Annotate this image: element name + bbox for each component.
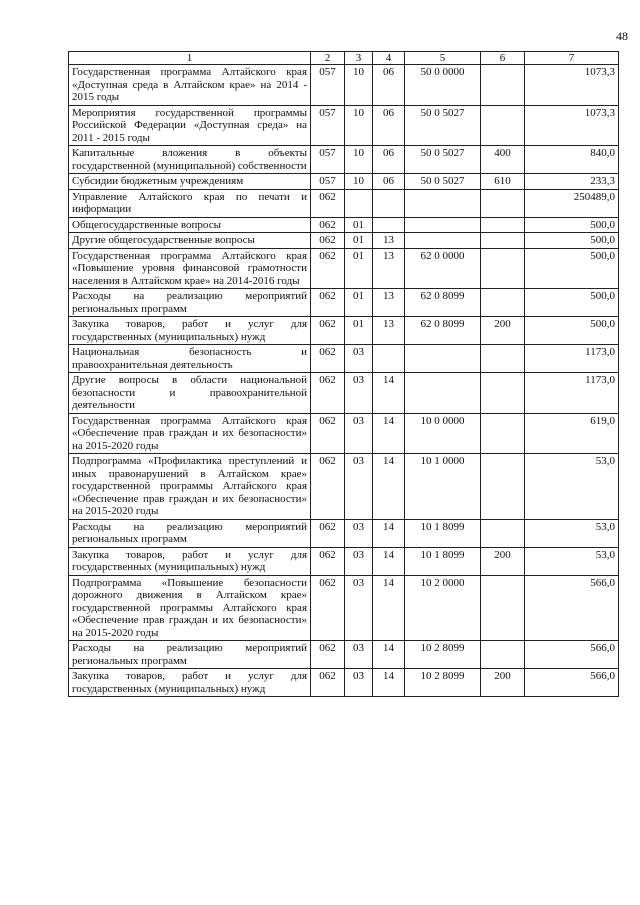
section-code: 10 <box>345 105 373 146</box>
amount: 566,0 <box>525 575 619 641</box>
section-code: 03 <box>345 519 373 547</box>
target-article <box>405 217 481 233</box>
expense-type <box>481 189 525 217</box>
expense-type <box>481 217 525 233</box>
expense-type <box>481 575 525 641</box>
subsection-code: 13 <box>373 248 405 289</box>
item-name: Капитальные вложения в объекты государственной (муниципальной) собственности <box>69 146 311 174</box>
item-name: Подпрограмма «Повышение безопасности дорожного движения в Алтайском крае» государственной программы Алтайского края «Обеспечение прав граждан и их безопасности» на 2015-2020 годы <box>69 575 311 641</box>
subsection-code: 13 <box>373 317 405 345</box>
col-section-header: 3 <box>345 52 373 65</box>
section-code: 10 <box>345 174 373 190</box>
admin-code: 062 <box>311 189 345 217</box>
table-row <box>69 575 619 641</box>
target-article: 10 2 8099 <box>405 669 481 697</box>
subsection-code: 14 <box>373 575 405 641</box>
subsection-code: 13 <box>373 289 405 317</box>
header-row <box>69 52 619 65</box>
section-code: 03 <box>345 669 373 697</box>
table-row <box>69 189 619 217</box>
amount: 233,3 <box>525 174 619 190</box>
table-body <box>69 65 619 697</box>
item-name: Расходы на реализацию мероприятий региональных программ <box>69 289 311 317</box>
expense-type: 200 <box>481 317 525 345</box>
amount: 1073,3 <box>525 105 619 146</box>
col-admin-header: 2 <box>311 52 345 65</box>
admin-code: 062 <box>311 289 345 317</box>
expense-type <box>481 454 525 520</box>
target-article: 62 0 0000 <box>405 248 481 289</box>
subsection-code: 14 <box>373 669 405 697</box>
table-row <box>69 317 619 345</box>
target-article: 10 1 8099 <box>405 519 481 547</box>
item-name: Управление Алтайского края по печати и информации <box>69 189 311 217</box>
target-article: 10 2 8099 <box>405 641 481 669</box>
item-name: Расходы на реализацию мероприятий региональных программ <box>69 641 311 669</box>
section-code: 10 <box>345 146 373 174</box>
admin-code: 062 <box>311 575 345 641</box>
section-code: 01 <box>345 317 373 345</box>
admin-code: 062 <box>311 345 345 373</box>
amount: 566,0 <box>525 669 619 697</box>
expense-type <box>481 373 525 414</box>
table-row <box>69 217 619 233</box>
section-code: 01 <box>345 233 373 249</box>
subsection-code: 14 <box>373 641 405 669</box>
item-name: Подпрограмма «Профилактика преступлений и иных правонарушений в Алтайском крае» государственной программы Алтайского края «Обеспечение прав граждан и их безопасности» на 2015-2020 годы <box>69 454 311 520</box>
table-row <box>69 519 619 547</box>
section-code: 03 <box>345 641 373 669</box>
col-subsection-header: 4 <box>373 52 405 65</box>
section-code: 03 <box>345 547 373 575</box>
admin-code: 062 <box>311 669 345 697</box>
expense-type <box>481 345 525 373</box>
item-name: Национальная безопасность и правоохранительная деятельность <box>69 345 311 373</box>
section-code <box>345 189 373 217</box>
admin-code: 062 <box>311 547 345 575</box>
item-name: Государственная программа Алтайского края «Доступная среда в Алтайском крае» на 2014 - 2015 годы <box>69 65 311 106</box>
admin-code: 062 <box>311 641 345 669</box>
target-article: 50 0 5027 <box>405 105 481 146</box>
table-row <box>69 248 619 289</box>
amount: 500,0 <box>525 217 619 233</box>
admin-code: 057 <box>311 146 345 174</box>
col-amount-header: 7 <box>525 52 619 65</box>
table-row <box>69 373 619 414</box>
target-article <box>405 373 481 414</box>
amount: 566,0 <box>525 641 619 669</box>
expense-type <box>481 248 525 289</box>
admin-code: 057 <box>311 105 345 146</box>
admin-code: 062 <box>311 233 345 249</box>
subsection-code: 14 <box>373 373 405 414</box>
item-name: Общегосударственные вопросы <box>69 217 311 233</box>
table-row <box>69 65 619 106</box>
target-article: 10 1 0000 <box>405 454 481 520</box>
item-name: Мероприятия государственной программы Российской Федерации «Доступная среда» на 2011 - 2015 годы <box>69 105 311 146</box>
expense-type <box>481 105 525 146</box>
target-article: 10 1 8099 <box>405 547 481 575</box>
admin-code: 062 <box>311 217 345 233</box>
target-article: 50 0 5027 <box>405 146 481 174</box>
target-article <box>405 189 481 217</box>
subsection-code: 14 <box>373 413 405 454</box>
budget-table <box>68 51 619 697</box>
amount: 619,0 <box>525 413 619 454</box>
admin-code: 062 <box>311 454 345 520</box>
admin-code: 057 <box>311 65 345 106</box>
amount: 250489,0 <box>525 189 619 217</box>
section-code: 01 <box>345 248 373 289</box>
table-row <box>69 233 619 249</box>
item-name: Другие общегосударственные вопросы <box>69 233 311 249</box>
amount: 53,0 <box>525 519 619 547</box>
expense-type <box>481 519 525 547</box>
subsection-code: 14 <box>373 454 405 520</box>
item-name: Субсидии бюджетным учреждениям <box>69 174 311 190</box>
amount: 53,0 <box>525 454 619 520</box>
table-row <box>69 105 619 146</box>
subsection-code <box>373 217 405 233</box>
subsection-code: 06 <box>373 65 405 106</box>
subsection-code: 06 <box>373 105 405 146</box>
section-code: 03 <box>345 575 373 641</box>
table-row <box>69 547 619 575</box>
section-code: 03 <box>345 345 373 373</box>
subsection-code <box>373 189 405 217</box>
table-row <box>69 174 619 190</box>
table-row <box>69 641 619 669</box>
target-article: 10 2 0000 <box>405 575 481 641</box>
expense-type <box>481 641 525 669</box>
amount: 500,0 <box>525 233 619 249</box>
target-article <box>405 345 481 373</box>
expense-type <box>481 233 525 249</box>
subsection-code: 14 <box>373 547 405 575</box>
table-row <box>69 669 619 697</box>
target-article <box>405 233 481 249</box>
page-number: 48 <box>616 29 628 43</box>
amount: 1173,0 <box>525 373 619 414</box>
amount: 1173,0 <box>525 345 619 373</box>
subsection-code <box>373 345 405 373</box>
col-expense-type-header: 6 <box>481 52 525 65</box>
expense-type: 200 <box>481 547 525 575</box>
amount: 500,0 <box>525 317 619 345</box>
admin-code: 062 <box>311 317 345 345</box>
amount: 500,0 <box>525 289 619 317</box>
expense-type <box>481 65 525 106</box>
section-code: 10 <box>345 65 373 106</box>
col-target-header: 5 <box>405 52 481 65</box>
subsection-code: 13 <box>373 233 405 249</box>
target-article: 62 0 8099 <box>405 289 481 317</box>
target-article: 10 0 0000 <box>405 413 481 454</box>
item-name: Государственная программа Алтайского края «Повышение уровня финансовой грамотности населения в Алтайском крае» на 2014-2016 годы <box>69 248 311 289</box>
target-article: 50 0 5027 <box>405 174 481 190</box>
item-name: Закупка товаров, работ и услуг для государственных (муниципальных) нужд <box>69 317 311 345</box>
admin-code: 062 <box>311 413 345 454</box>
amount: 500,0 <box>525 248 619 289</box>
section-code: 03 <box>345 373 373 414</box>
admin-code: 062 <box>311 519 345 547</box>
subsection-code: 06 <box>373 174 405 190</box>
table-row <box>69 454 619 520</box>
admin-code: 062 <box>311 373 345 414</box>
amount: 840,0 <box>525 146 619 174</box>
item-name: Расходы на реализацию мероприятий региональных программ <box>69 519 311 547</box>
section-code: 01 <box>345 217 373 233</box>
section-code: 03 <box>345 413 373 454</box>
item-name: Закупка товаров, работ и услуг для государственных (муниципальных) нужд <box>69 547 311 575</box>
subsection-code: 14 <box>373 519 405 547</box>
item-name: Закупка товаров, работ и услуг для государственных (муниципальных) нужд <box>69 669 311 697</box>
expense-type <box>481 289 525 317</box>
admin-code: 062 <box>311 248 345 289</box>
target-article: 50 0 0000 <box>405 65 481 106</box>
expense-type: 610 <box>481 174 525 190</box>
subsection-code: 06 <box>373 146 405 174</box>
expense-type: 200 <box>481 669 525 697</box>
expense-type: 400 <box>481 146 525 174</box>
table-row <box>69 289 619 317</box>
admin-code: 057 <box>311 174 345 190</box>
table-row <box>69 146 619 174</box>
item-name: Государственная программа Алтайского края «Обеспечение прав граждан и их безопасности» на 2015-2020 годы <box>69 413 311 454</box>
amount: 53,0 <box>525 547 619 575</box>
amount: 1073,3 <box>525 65 619 106</box>
table-row <box>69 413 619 454</box>
expense-type <box>481 413 525 454</box>
table-row <box>69 345 619 373</box>
section-code: 01 <box>345 289 373 317</box>
section-code: 03 <box>345 454 373 520</box>
target-article: 62 0 8099 <box>405 317 481 345</box>
item-name: Другие вопросы в области национальной безопасности и правоохранительной деятельности <box>69 373 311 414</box>
col-name-header: 1 <box>69 52 311 65</box>
